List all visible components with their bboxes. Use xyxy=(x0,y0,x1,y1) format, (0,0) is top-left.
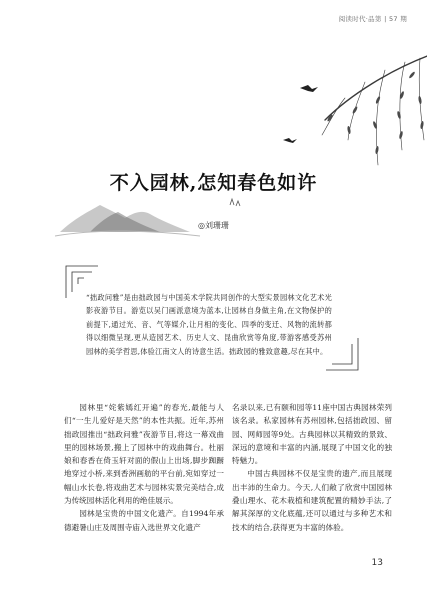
swallow-bird-small xyxy=(283,138,297,143)
willow-branch xyxy=(322,55,427,165)
body-paragraph-continued: 名录以来,已有颐和园等11座中国古典园林荣列该名录。私家园林有苏州园林,包括拙政园、留园、网师园等9处。古典园林以其精致的景致、深远的意境和丰富的内涵,展现了中国文化的独特魅力。 xyxy=(232,403,392,466)
swallow-bird xyxy=(300,85,318,92)
body-paragraph: 园林里“姹紫嫣红开遍”的春光,最能与人们“一生儿爱好是天然”的本性共振。近年,苏州拙政园推出“拙政问雅”夜游节目,将这一幕戏曲里的园林场景,搬上了园林中的戏曲舞台。杜丽娘和春香在倚玉轩对面的假山上出场,脚步踟蹰地穿过小桥,来到香洲画舫的平台前,宛如穿过一幅山水长卷,将戏曲艺术与园林实景完美结合,成为传统园林活化利用的绝佳展示。 xyxy=(64,403,224,506)
willow-leaves xyxy=(327,71,425,154)
body-paragraph: 园林是宝贵的中国文化遗产。自1994年承德避暑山庄及周围寺庙入选世界文化遗产 xyxy=(64,509,224,532)
body-paragraph: 中国古典园林不仅是宝贵的遗产,而且展现出丰沛的生命力。今天,人们敞了欣赏中国园林叠山理水、花木栽植和建筑配置的精妙手法,了解其深厚的文化底蕴,还可以通过与多种艺术和技术的结合,获得更为丰富的体验。 xyxy=(232,469,392,532)
article-abstract: “拙政问雅”是由拙政园与中国美术学院共同创作的大型实景园林文化艺术光影夜游节目。游览以吴门画派意境为蓝本,让园林自身做主角,在文物保护的前提下,通过光、音、气等媒介,让月相的变化、四季的变迁、风物的流转都得以细微呈现,更从造园艺术、历史人文、昆曲欣赏等角度,带游客感受苏州园林的美学哲思,体验江南文人的诗意生活。拙政园的雅致意趣,尽在其中。 xyxy=(86,293,332,356)
small-trees xyxy=(230,199,240,206)
page-number: 13 xyxy=(371,558,383,568)
body-column-right xyxy=(232,401,392,534)
running-head: 阅读时代·品第 | 57 期 xyxy=(338,15,407,23)
article-title: 不入园林,怎知春色如许 xyxy=(109,172,318,194)
author-byline: ◎刘珊珊 xyxy=(198,221,229,230)
body-column-left xyxy=(64,401,224,534)
